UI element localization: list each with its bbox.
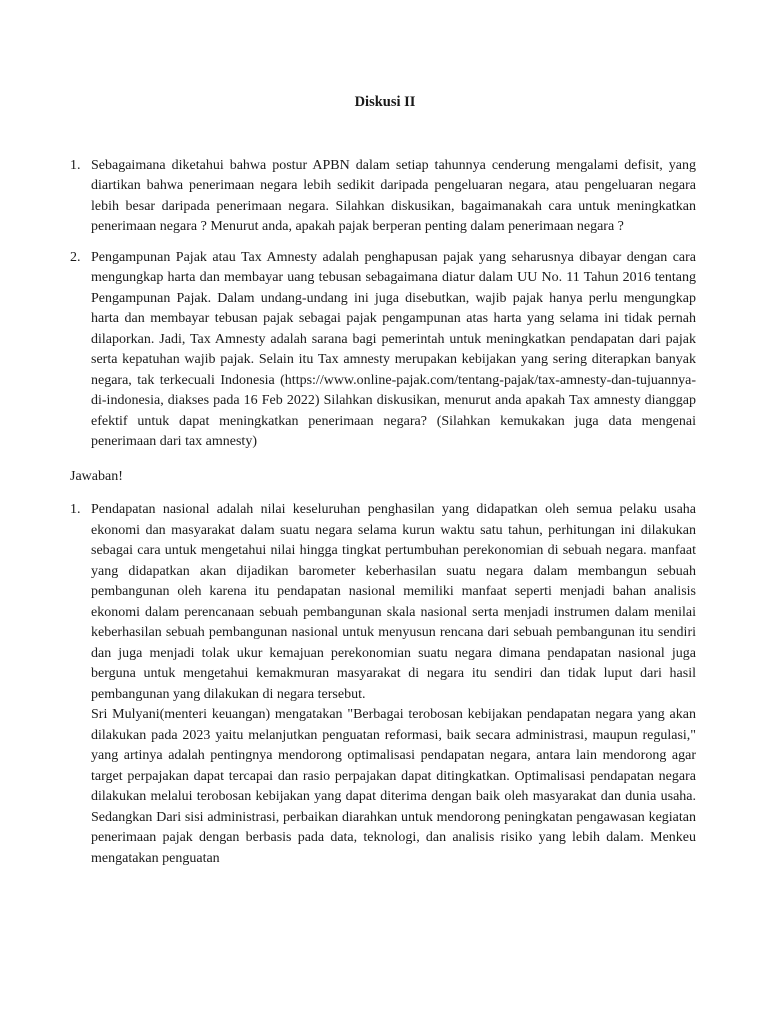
- question-number-1: 1.: [70, 157, 81, 173]
- answer-list: [70, 500, 696, 869]
- answer-item-1: [70, 500, 696, 869]
- question-text-2: Pengampunan Pajak atau Tax Amnesty adalah penghapusan pajak yang seharusnya dibayar dengan cara mengungkap harta dan membayar uang tebusan sebagaimana diatur dalam UU No. 11 Tahun 2016 tentang Pengampunan Pajak. Dalam undang-undang ini juga disebutkan, wajib pajak hanya perlu mengungkap harta dan membayar tebusan pajak sebagai pajak pengampunan atas harta yang selama ini tidak pernah dilaporkan. Jadi, Tax Amnesty adalah sarana bagi pemerintah untuk meningkatkan pendapatan dari pajak serta kepatuhan wajib pajak. Selain itu Tax amnesty merupakan kebijakan yang sering diterapkan banyak negara, tak terkecuali Indonesia (https://www.online-pajak.com/tentang-pajak/tax-amnesty-dan-tujuannya-di-indonesia, diakses pada 16 Feb 2022) Silahkan diskusikan, menurut anda apakah Tax amnesty dianggap efektif untuk dapat meningkatkan penerimaan negara? (Silahkan kemukakan juga data mengenai penerimaan dari tax amnesty): [91, 249, 696, 449]
- answer-label: Jawaban!: [70, 468, 123, 484]
- question-item-2: [70, 248, 696, 453]
- question-number-2: 2.: [70, 249, 81, 265]
- question-text-1: Sebagaimana diketahui bahwa postur APBN dalam setiap tahunnya cenderung mengalami defisit, yang diartikan bahwa penerimaan negara lebih sedikit daripada pengeluaran negara, atau pengeluaran negara lebih besar daripada penerimaan negara. Silahkan diskusikan, bagaimanakah cara untuk meningkatkan penerimaan negara ? Menurut anda, apakah pajak berperan penting dalam penerimaan negara ?: [91, 157, 696, 234]
- answer-paragraph-2: Sri Mulyani(menteri keuangan) mengatakan "Berbagai terobosan kebijakan pendapatan negara yang akan dilakukan pada 2023 yaitu melanjutkan penguatan reformasi, baik secara administrasi, maupun regulasi," yang artinya adalah pentingnya mendorong optimalisasi pendapatan negara, antara lain mendorong agar target perpajakan dapat tercapai dan rasio perpajakan dapat ditingkatkan. Optimalisasi pendapatan negara dilakukan melalui terobosan kebijakan yang dapat diterima dengan baik oleh masyarakat dan dunia usaha. Sedangkan Dari sisi administrasi, perbaikan diarahkan untuk mendorong peningkatan pengawasan kegiatan penerimaan pajak dengan berbasis pada data, teknologi, dan analisis risiko yang lebih dalam. Menkeu mengatakan penguatan: [91, 707, 696, 866]
- document-title: Diskusi II: [354, 94, 416, 110]
- answer-paragraph-1: Pendapatan nasional adalah nilai keseluruhan penghasilan yang didapatkan oleh semua pelaku usaha ekonomi dan masyarakat dalam suatu negara selama kurun waktu satu tahun, perhitungan ini dilakukan sebagai cara untuk mengetahui nilai hingga tingkat pertumbuhan perekonomian di sebuah negara. manfaat yang didapatkan akan dijadikan barometer keberhasilan suatu negara dalam membangun sebuah pembangunan oleh karena itu pendapatan nasional memiliki manfaat seperti menjadi bahan analisis ekonomi dalam perencanaan sebuah pembangunan skala nasional serta menjadi instrumen dalam menilai keberhasilan sebuah pembangunan nasional untuk menyusun rencana dari sebuah pembangunan itu sendiri dan juga menjadi tolak ukur kemajuan perekonomian suatu negara dimana pendapatan nasional juga berguna untuk mengetahui kemakmuran masyarakat di negara itu sendiri dan tidak luput dari hasil pembangunan yang dilakukan di negara tersebut.: [91, 502, 696, 702]
- question-list: [70, 156, 696, 453]
- question-item-1: [70, 156, 696, 238]
- answer-number-1: 1.: [70, 502, 81, 517]
